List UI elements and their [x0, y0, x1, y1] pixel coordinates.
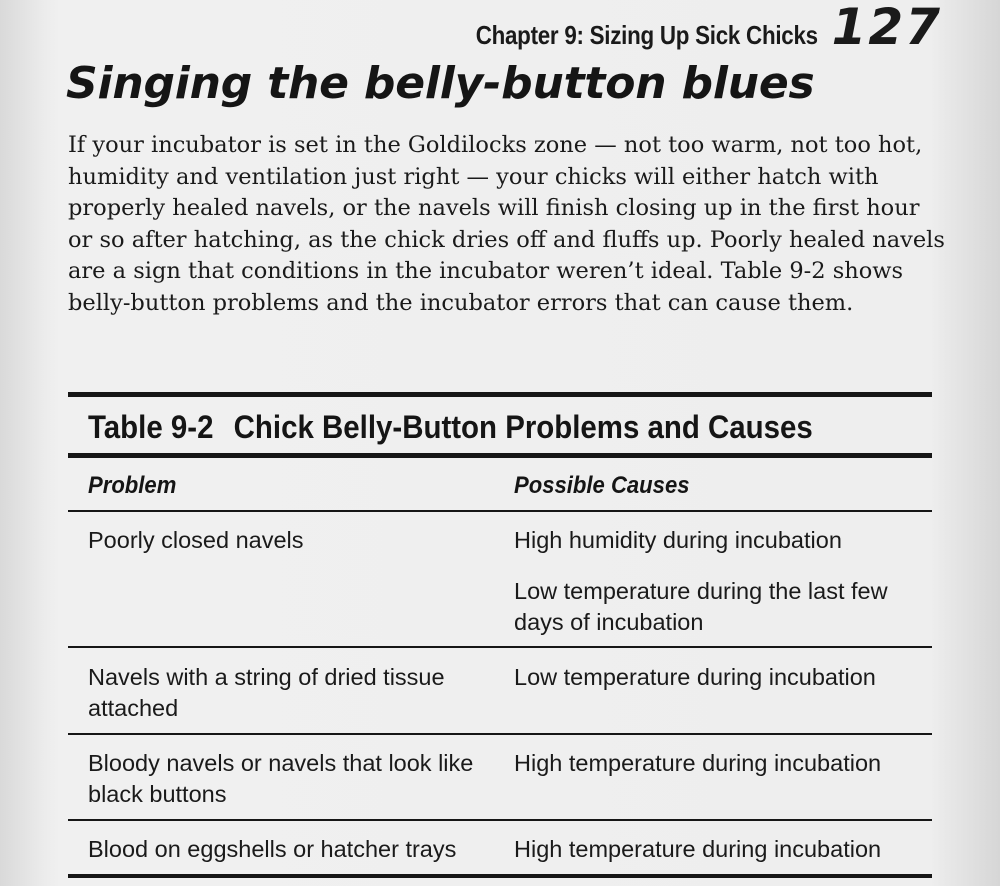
row-4-cause-1: High temperature during incubation	[514, 836, 882, 862]
column-header-causes: Possible Causes	[514, 472, 690, 499]
table-caption	[88, 409, 813, 446]
row-2-cause-1: Low temperature during incubation	[514, 664, 876, 690]
row-3-problem: Bloody navels or navels that look like black buttons	[88, 750, 474, 807]
table-header-rule	[68, 453, 932, 458]
row-3-cause-1: High temperature during incubation	[514, 750, 882, 776]
table-label: Table 9-2	[88, 409, 214, 445]
column-header-rule	[68, 510, 932, 512]
page-number: 127	[831, 0, 942, 56]
row-2-problem: Navels with a string of dried tissue attached	[88, 664, 445, 721]
row-divider	[68, 733, 932, 735]
body-paragraph: If your incubator is set in the Goldilocks zone — not too warm, not too hot, humidity and ventilation just right — your chicks will either hatch with properly healed navels, or the navels will finish closing up in the first hour or so after hatching, as the chick dries off and fluffs up. Poorly healed navels are a sign that conditions in the incubator weren’t ideal. Table 9-2 shows belly-button problems and the incubator errors that can cause them.	[68, 132, 945, 316]
row-1-cause-1: High humidity during incubation	[514, 527, 842, 553]
table-bottom-rule	[68, 874, 932, 878]
row-1-cause-2: Low temperature during the last few days of incubation	[514, 578, 888, 635]
table-top-rule	[68, 392, 932, 397]
row-divider	[68, 819, 932, 821]
row-4-problem: Blood on eggshells or hatcher trays	[88, 836, 457, 862]
row-1-problem: Poorly closed navels	[88, 527, 304, 553]
running-head	[420, 0, 942, 56]
table-title: Chick Belly-Button Problems and Causes	[233, 409, 813, 445]
section-heading: Singing the belly-button blues	[66, 58, 815, 109]
row-divider	[68, 646, 932, 648]
chapter-title: Chapter 9: Sizing Up Sick Chicks	[475, 20, 818, 50]
column-header-problem: Problem	[88, 472, 177, 499]
